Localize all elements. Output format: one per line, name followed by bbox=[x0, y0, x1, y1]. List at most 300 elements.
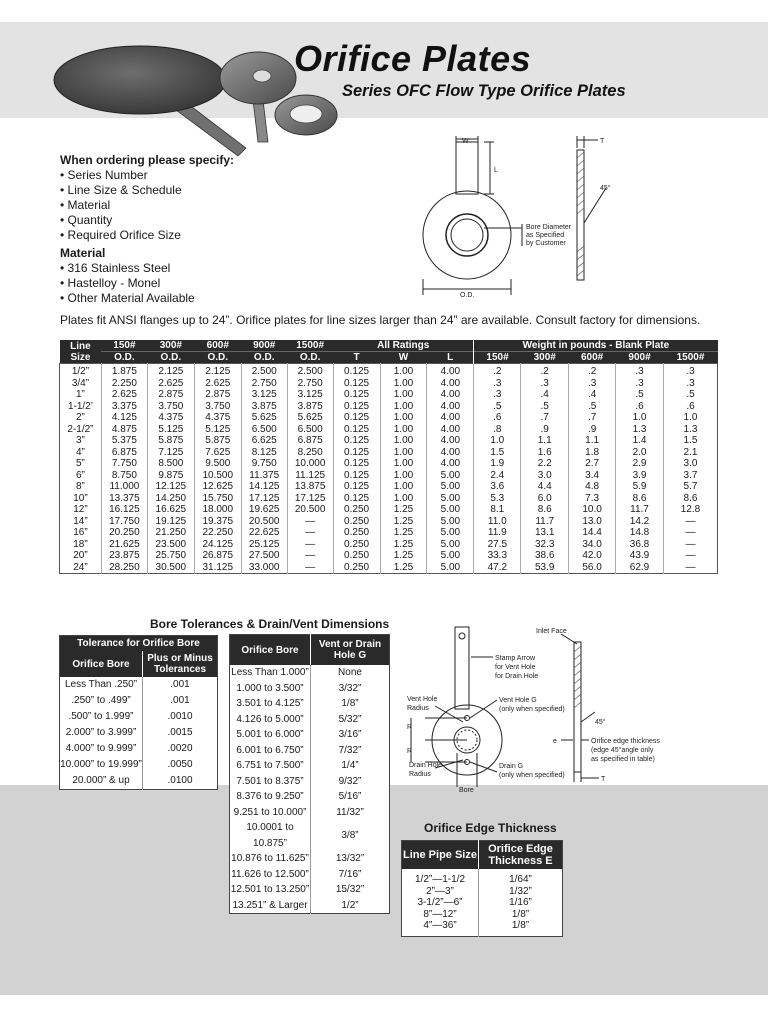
table-cell: 6.500 bbox=[287, 424, 333, 436]
table-cell: 2.125 bbox=[194, 364, 241, 378]
table-cell: 2.125 bbox=[147, 364, 194, 378]
width-label: W bbox=[462, 138, 469, 145]
edge-note: (edge 45°angle only bbox=[591, 747, 654, 754]
table-cell: 2” bbox=[76, 412, 85, 423]
table-cell: 1.00 bbox=[380, 447, 427, 459]
table-cell: 8.125 bbox=[241, 447, 287, 459]
ordering-item: • Series Number bbox=[60, 168, 148, 182]
table-cell: 0.250 bbox=[333, 562, 380, 574]
table-cell: 10.000 bbox=[287, 458, 333, 470]
table-cell: 7.3 bbox=[569, 493, 616, 505]
table-cell: 4.00 bbox=[427, 389, 474, 401]
e-label: e bbox=[553, 738, 557, 745]
table-cell: 4.125 bbox=[101, 412, 147, 424]
table-cell: 18.000 bbox=[194, 504, 241, 516]
table-cell: 1/2” bbox=[71, 366, 90, 377]
table-cell: 4”—36” bbox=[423, 920, 457, 931]
table-row bbox=[60, 447, 718, 459]
table-cell: 9.500 bbox=[194, 458, 241, 470]
table-row bbox=[230, 805, 390, 821]
angle-label: 45° bbox=[600, 185, 611, 192]
table-cell: 10.0 bbox=[569, 504, 616, 516]
table-cell: 2.500 bbox=[287, 364, 333, 378]
table-cell: 22.250 bbox=[194, 527, 241, 539]
table-cell: 2.875 bbox=[194, 389, 241, 401]
table-cell: 1.00 bbox=[380, 493, 427, 505]
table-cell: 1.1 bbox=[569, 435, 616, 447]
table-row bbox=[60, 516, 718, 528]
col-header: 150# bbox=[101, 340, 147, 352]
table-cell: 5.00 bbox=[427, 527, 474, 539]
ordering-heading: When ordering please specify: bbox=[60, 153, 235, 167]
table-cell: 0.125 bbox=[333, 470, 380, 482]
table-cell: 7.501 to 8.375” bbox=[236, 775, 304, 787]
table-cell: 5.00 bbox=[427, 470, 474, 482]
table-cell: .4 bbox=[521, 389, 569, 401]
bore-note: by Customer bbox=[526, 240, 566, 247]
table-cell: 13/32” bbox=[311, 851, 390, 867]
table-cell: 13.1 bbox=[521, 527, 569, 539]
table-cell: 1/8” bbox=[479, 920, 563, 936]
ordering-spec bbox=[60, 153, 420, 306]
table-cell: 33.000 bbox=[241, 562, 287, 574]
col-subheader: O.D. bbox=[194, 352, 241, 364]
table-cell: 3.125 bbox=[241, 389, 287, 401]
table-cell: 1.8 bbox=[569, 447, 616, 459]
drain-g-label: (only when specified) bbox=[499, 772, 565, 779]
table-cell: 3” bbox=[76, 435, 85, 446]
table-cell: — bbox=[287, 539, 333, 551]
table-cell: 19.125 bbox=[147, 516, 194, 528]
table-row bbox=[60, 677, 218, 693]
table-cell: 1.00 bbox=[380, 481, 427, 493]
table-cell: 0.125 bbox=[333, 493, 380, 505]
table-cell: 13.875 bbox=[287, 481, 333, 493]
table-cell: 3/4” bbox=[71, 377, 90, 389]
table-cell: 5” bbox=[76, 458, 85, 469]
vent-hole-g-label: Vent Hole G bbox=[499, 697, 537, 704]
table-cell: 8.6 bbox=[616, 493, 664, 505]
table-cell: 1.00 bbox=[380, 424, 427, 436]
table-row bbox=[60, 527, 718, 539]
table-cell: .3 bbox=[663, 364, 717, 378]
table-cell: 2.500 bbox=[241, 364, 287, 378]
table-cell: 1/8” bbox=[479, 909, 563, 921]
table-cell: 8.376 to 9.250” bbox=[236, 791, 304, 802]
table-row bbox=[230, 820, 390, 851]
table-cell: .6 bbox=[474, 412, 521, 424]
table-cell: 3.9 bbox=[616, 470, 664, 482]
table-cell: .6 bbox=[616, 401, 664, 413]
table-cell: 1/32” bbox=[479, 886, 563, 898]
table-cell: 53.9 bbox=[521, 562, 569, 574]
col-subheader: O.D. bbox=[241, 352, 287, 364]
table-cell: 20.500 bbox=[287, 504, 333, 516]
table-cell: .500” to 1.999” bbox=[68, 711, 134, 722]
table-row bbox=[230, 789, 390, 805]
r-label: R bbox=[407, 748, 413, 755]
table-cell: .5 bbox=[569, 401, 616, 413]
table-cell: .001 bbox=[143, 677, 218, 693]
col-header: Orifice Bore bbox=[60, 651, 143, 677]
table-cell: 27.5 bbox=[474, 539, 521, 551]
table-row bbox=[60, 470, 718, 482]
table-cell: 8.6 bbox=[521, 504, 569, 516]
table-cell: 0.250 bbox=[333, 516, 380, 528]
col-header: All Ratings bbox=[333, 340, 474, 352]
col-header: Weight in pounds - Blank Plate bbox=[474, 340, 718, 352]
table-cell: — bbox=[287, 550, 333, 562]
table-cell: 25.125 bbox=[241, 539, 287, 551]
table-row bbox=[60, 693, 218, 709]
table-cell: 4.4 bbox=[521, 481, 569, 493]
table-row bbox=[402, 869, 563, 886]
table-cell: 3.875 bbox=[241, 401, 287, 413]
table-cell: 2.250 bbox=[101, 378, 147, 390]
table-cell: 2.750 bbox=[241, 378, 287, 390]
table-cell: Less Than .250” bbox=[64, 679, 138, 690]
table-cell: 11.9 bbox=[474, 527, 521, 539]
table-cell: 4.00 bbox=[427, 378, 474, 390]
table-cell: .3 bbox=[474, 378, 521, 390]
table-cell: 1.4 bbox=[616, 435, 664, 447]
table-cell: 32.3 bbox=[521, 539, 569, 551]
tolerance-caption: Tolerance for Orifice Bore bbox=[60, 636, 218, 652]
table-cell: — bbox=[663, 527, 717, 539]
r-label: R bbox=[407, 724, 413, 731]
table-cell: 33.3 bbox=[474, 550, 521, 562]
table-cell: 1.25 bbox=[380, 527, 427, 539]
table-cell: 21.625 bbox=[101, 539, 147, 551]
material-item: • Other Material Available bbox=[60, 291, 195, 305]
table-cell: 20.250 bbox=[101, 527, 147, 539]
table-cell: 16.625 bbox=[147, 504, 194, 516]
col-subheader: 600# bbox=[569, 352, 616, 364]
angle-label: 45° bbox=[595, 719, 606, 726]
table-cell: — bbox=[287, 527, 333, 539]
table-cell: 6.001 to 6.750” bbox=[236, 744, 304, 756]
table-cell: 11.7 bbox=[521, 516, 569, 528]
table-cell: 18” bbox=[73, 538, 88, 550]
table-cell: 0.250 bbox=[333, 527, 380, 539]
table-cell: 43.9 bbox=[616, 550, 664, 562]
table-row bbox=[230, 898, 390, 914]
col-subheader: 1500# bbox=[663, 352, 717, 364]
table-cell: — bbox=[663, 539, 717, 551]
table-cell: .0100 bbox=[143, 773, 218, 790]
table-cell: .3 bbox=[474, 389, 521, 401]
col-header: 600# bbox=[194, 340, 241, 352]
table-cell: 9.251 to 10.000” bbox=[233, 806, 307, 818]
table-cell: 6.500 bbox=[241, 424, 287, 436]
table-cell: 4.8 bbox=[569, 481, 616, 493]
vent-hole-radius-label: Vent Hole bbox=[407, 696, 438, 703]
table-cell: 4.00 bbox=[427, 424, 474, 436]
bottom-strip bbox=[0, 995, 768, 1024]
thickness-label: T bbox=[600, 138, 605, 145]
col-header: 900# bbox=[241, 340, 287, 352]
table-cell: .250” to .499” bbox=[71, 695, 131, 706]
table-row bbox=[60, 389, 718, 401]
table-row bbox=[230, 696, 390, 712]
table-cell: 4.00 bbox=[427, 435, 474, 447]
table-cell: 19.375 bbox=[194, 516, 241, 528]
table-row bbox=[60, 725, 218, 741]
table-cell: 5.9 bbox=[616, 481, 664, 493]
table-cell: 8.500 bbox=[147, 458, 194, 470]
table-cell: 12.8 bbox=[663, 504, 717, 516]
table-cell: 5.00 bbox=[427, 493, 474, 505]
table-cell: .5 bbox=[663, 389, 717, 401]
table-cell: 1” bbox=[76, 389, 85, 400]
col-header: Plus or Minus Tolerances bbox=[143, 651, 218, 677]
table-cell: 4.00 bbox=[427, 447, 474, 459]
table-cell: 15.750 bbox=[194, 493, 241, 505]
table-cell: 4.00 bbox=[427, 458, 474, 470]
table-cell: 3.501 to 4.125” bbox=[236, 698, 304, 709]
table-row bbox=[60, 378, 718, 390]
table-cell: 2-1/2” bbox=[67, 423, 94, 435]
table-cell: 19.625 bbox=[241, 504, 287, 516]
table-cell: 5/16” bbox=[311, 789, 390, 805]
table-cell: 1.0 bbox=[663, 412, 717, 424]
table-row bbox=[402, 920, 563, 936]
table-cell: 1/16” bbox=[479, 897, 563, 909]
drain-hole-radius-label: Drain Hole bbox=[409, 762, 443, 769]
table-cell: 8” bbox=[76, 481, 85, 492]
table-cell: 14.8 bbox=[616, 527, 664, 539]
table-cell: .2 bbox=[474, 364, 521, 378]
table-cell: 1.00 bbox=[380, 412, 427, 424]
col-header: Orifice Edge Thickness E bbox=[479, 841, 563, 870]
table-cell: 1.25 bbox=[380, 504, 427, 516]
plate-dimension-diagram bbox=[410, 128, 630, 300]
table-cell: 23.500 bbox=[147, 539, 194, 551]
table-cell: 23.875 bbox=[101, 550, 147, 562]
table-cell: 6.625 bbox=[241, 435, 287, 447]
table-cell: 10” bbox=[73, 492, 88, 504]
table-cell: 1.00 bbox=[380, 389, 427, 401]
ordering-item: • Required Orifice Size bbox=[60, 228, 181, 242]
table-cell: 6.875 bbox=[287, 435, 333, 447]
table-cell: 14.4 bbox=[569, 527, 616, 539]
table-cell: 1.00 bbox=[380, 364, 427, 378]
table-cell: 3.125 bbox=[287, 389, 333, 401]
table-row bbox=[60, 741, 218, 757]
material-item: • 316 Stainless Steel bbox=[60, 261, 171, 275]
col-subheader: O.D. bbox=[101, 352, 147, 364]
table-cell: 28.250 bbox=[101, 562, 147, 574]
table-cell: 24.125 bbox=[194, 539, 241, 551]
table-cell: 1.000 to 3.500” bbox=[236, 682, 304, 694]
table-cell: 5.00 bbox=[427, 562, 474, 574]
col-header: 1500# bbox=[287, 340, 333, 352]
table-row bbox=[230, 681, 390, 697]
col-subheader: 150# bbox=[474, 352, 521, 364]
table-cell: 3.375 bbox=[101, 401, 147, 413]
table-cell: 8.1 bbox=[474, 504, 521, 516]
table-cell: 4.375 bbox=[147, 412, 194, 424]
ordering-item: • Line Size & Schedule bbox=[60, 183, 182, 197]
table-cell: 1.00 bbox=[380, 435, 427, 447]
table-cell: 17.750 bbox=[101, 516, 147, 528]
table-cell: 11.626 to 12.500” bbox=[231, 868, 309, 880]
table-cell: 5.125 bbox=[147, 424, 194, 436]
bore-label: Bore bbox=[459, 787, 474, 794]
table-cell: 2.625 bbox=[101, 389, 147, 401]
table-cell: 9.875 bbox=[147, 470, 194, 482]
dimensions-table bbox=[59, 340, 718, 574]
col-subheader: 900# bbox=[616, 352, 664, 364]
bore-note: as Specified bbox=[526, 232, 565, 239]
table-cell: 1.25 bbox=[380, 562, 427, 574]
table-cell: 26.875 bbox=[194, 550, 241, 562]
table-row bbox=[60, 709, 218, 725]
table-cell: 7.125 bbox=[147, 447, 194, 459]
table-cell: 1/2”—1-1/2 bbox=[414, 874, 466, 885]
table-cell: 25.750 bbox=[147, 550, 194, 562]
table-cell: 27.500 bbox=[241, 550, 287, 562]
col-header: 300# bbox=[147, 340, 194, 352]
page-title: Orifice Plates bbox=[294, 38, 532, 79]
table-row bbox=[230, 882, 390, 898]
table-cell: 4.00 bbox=[427, 364, 474, 378]
table-cell: 0.125 bbox=[333, 447, 380, 459]
table-cell: 1/4” bbox=[311, 758, 390, 774]
table-cell: 3/32” bbox=[311, 681, 390, 697]
table-cell: 1.1 bbox=[521, 435, 569, 447]
table-cell: .0050 bbox=[143, 757, 218, 773]
table-row bbox=[230, 774, 390, 790]
table-cell: — bbox=[287, 516, 333, 528]
material-item: • Hastelloy - Monel bbox=[60, 276, 161, 290]
table-cell: .2 bbox=[521, 364, 569, 378]
table-cell: 0.125 bbox=[333, 424, 380, 436]
table-cell: .0015 bbox=[143, 725, 218, 741]
table-cell: 12.625 bbox=[194, 481, 241, 493]
drain-hole-radius-label: Radius bbox=[409, 771, 431, 778]
table-cell: 20.000” & up bbox=[72, 775, 130, 786]
table-cell: 5.875 bbox=[147, 435, 194, 447]
table-cell: 5.001 to 6.000” bbox=[236, 729, 304, 740]
table-cell: 3-1/2”—6” bbox=[417, 897, 463, 908]
table-cell: 2.750 bbox=[287, 378, 333, 390]
col-subheader: L bbox=[427, 352, 474, 364]
table-cell: .5 bbox=[616, 389, 664, 401]
edge-note: Orifice edge thickness bbox=[591, 738, 660, 745]
table-cell: 2”—3” bbox=[426, 885, 454, 897]
table-cell: 5.7 bbox=[663, 481, 717, 493]
table-cell: 3.4 bbox=[569, 470, 616, 482]
table-cell: 0.125 bbox=[333, 412, 380, 424]
table-cell: 1.00 bbox=[380, 401, 427, 413]
table-row bbox=[60, 401, 718, 413]
table-cell: 2.625 bbox=[194, 378, 241, 390]
length-label: L bbox=[494, 167, 498, 174]
table-cell: 24” bbox=[73, 561, 88, 573]
table-cell: 7/16” bbox=[311, 867, 390, 883]
table-row bbox=[60, 458, 718, 470]
edge-thickness-table bbox=[401, 840, 563, 937]
table-cell: 4” bbox=[76, 446, 85, 458]
table-cell: .3 bbox=[569, 378, 616, 390]
table-cell: 2.2 bbox=[521, 458, 569, 470]
table-cell: 16.125 bbox=[101, 504, 147, 516]
table-cell: 5.625 bbox=[241, 412, 287, 424]
table-cell: 3.7 bbox=[663, 470, 717, 482]
table-cell: 8.250 bbox=[287, 447, 333, 459]
table-cell: 0.125 bbox=[333, 401, 380, 413]
table-row bbox=[60, 550, 718, 562]
table-cell: 0.250 bbox=[333, 539, 380, 551]
table-cell: 1.25 bbox=[380, 550, 427, 562]
table-cell: 5.00 bbox=[427, 504, 474, 516]
table-cell: 4.000” to 9.999” bbox=[65, 743, 137, 754]
table-row bbox=[60, 539, 718, 551]
table-cell: 9/32” bbox=[311, 774, 390, 790]
table-cell: 3.0 bbox=[521, 470, 569, 482]
col-subheader: O.D. bbox=[147, 352, 194, 364]
table-cell: .001 bbox=[143, 693, 218, 709]
table-cell: 8.6 bbox=[663, 493, 717, 505]
table-cell: 2.875 bbox=[147, 389, 194, 401]
table-cell: 13.251” & Larger bbox=[232, 899, 308, 911]
col-subheader: T bbox=[333, 352, 380, 364]
table-row bbox=[402, 886, 563, 898]
flange-note: Plates fit ANSI flanges up to 24”. Orifice plates for line sizes larger than 24” are available. Consult factory for dimensions. bbox=[60, 313, 701, 327]
table-cell: 14.2 bbox=[616, 516, 664, 528]
table-cell: .3 bbox=[521, 378, 569, 390]
table-cell: 3.875 bbox=[287, 401, 333, 413]
table-cell: 14.125 bbox=[241, 481, 287, 493]
table-cell: 1.25 bbox=[380, 539, 427, 551]
table-cell: 1.875 bbox=[101, 364, 147, 378]
table-cell: 0.125 bbox=[333, 435, 380, 447]
table-cell: 1.0 bbox=[616, 412, 664, 424]
table-cell: 47.2 bbox=[474, 562, 521, 574]
table-cell: 11/32” bbox=[311, 805, 390, 821]
table-cell: 1.00 bbox=[380, 378, 427, 390]
table-cell: 16” bbox=[73, 527, 88, 538]
table-cell: 12.501 to 13.250” bbox=[230, 884, 310, 895]
table-cell: 6.0 bbox=[521, 493, 569, 505]
table-cell: None bbox=[311, 665, 390, 681]
col-header: Line Size bbox=[60, 340, 102, 364]
table-cell: .0010 bbox=[143, 709, 218, 725]
table-cell: 7.625 bbox=[194, 447, 241, 459]
table-row bbox=[60, 773, 218, 790]
table-cell: .9 bbox=[521, 424, 569, 436]
table-cell: 2.7 bbox=[569, 458, 616, 470]
table-cell: 1.6 bbox=[521, 447, 569, 459]
table-cell: 21.250 bbox=[147, 527, 194, 539]
table-row bbox=[60, 412, 718, 424]
table-cell: 56.0 bbox=[569, 562, 616, 574]
table-cell: 5.625 bbox=[287, 412, 333, 424]
table-cell: — bbox=[663, 550, 717, 562]
table-cell: 22.625 bbox=[241, 527, 287, 539]
table-cell: 1.5 bbox=[663, 435, 717, 447]
table-cell: 5.3 bbox=[474, 493, 521, 505]
table-cell: 8”—12” bbox=[423, 908, 457, 920]
col-subheader: W bbox=[380, 352, 427, 364]
table-cell: Less Than 1.000” bbox=[231, 667, 309, 678]
table-cell: 7/32” bbox=[311, 743, 390, 759]
table-cell: 4.375 bbox=[194, 412, 241, 424]
table-cell: 12.125 bbox=[147, 481, 194, 493]
table-row bbox=[230, 743, 390, 759]
col-header: Line Pipe Size bbox=[402, 841, 479, 870]
